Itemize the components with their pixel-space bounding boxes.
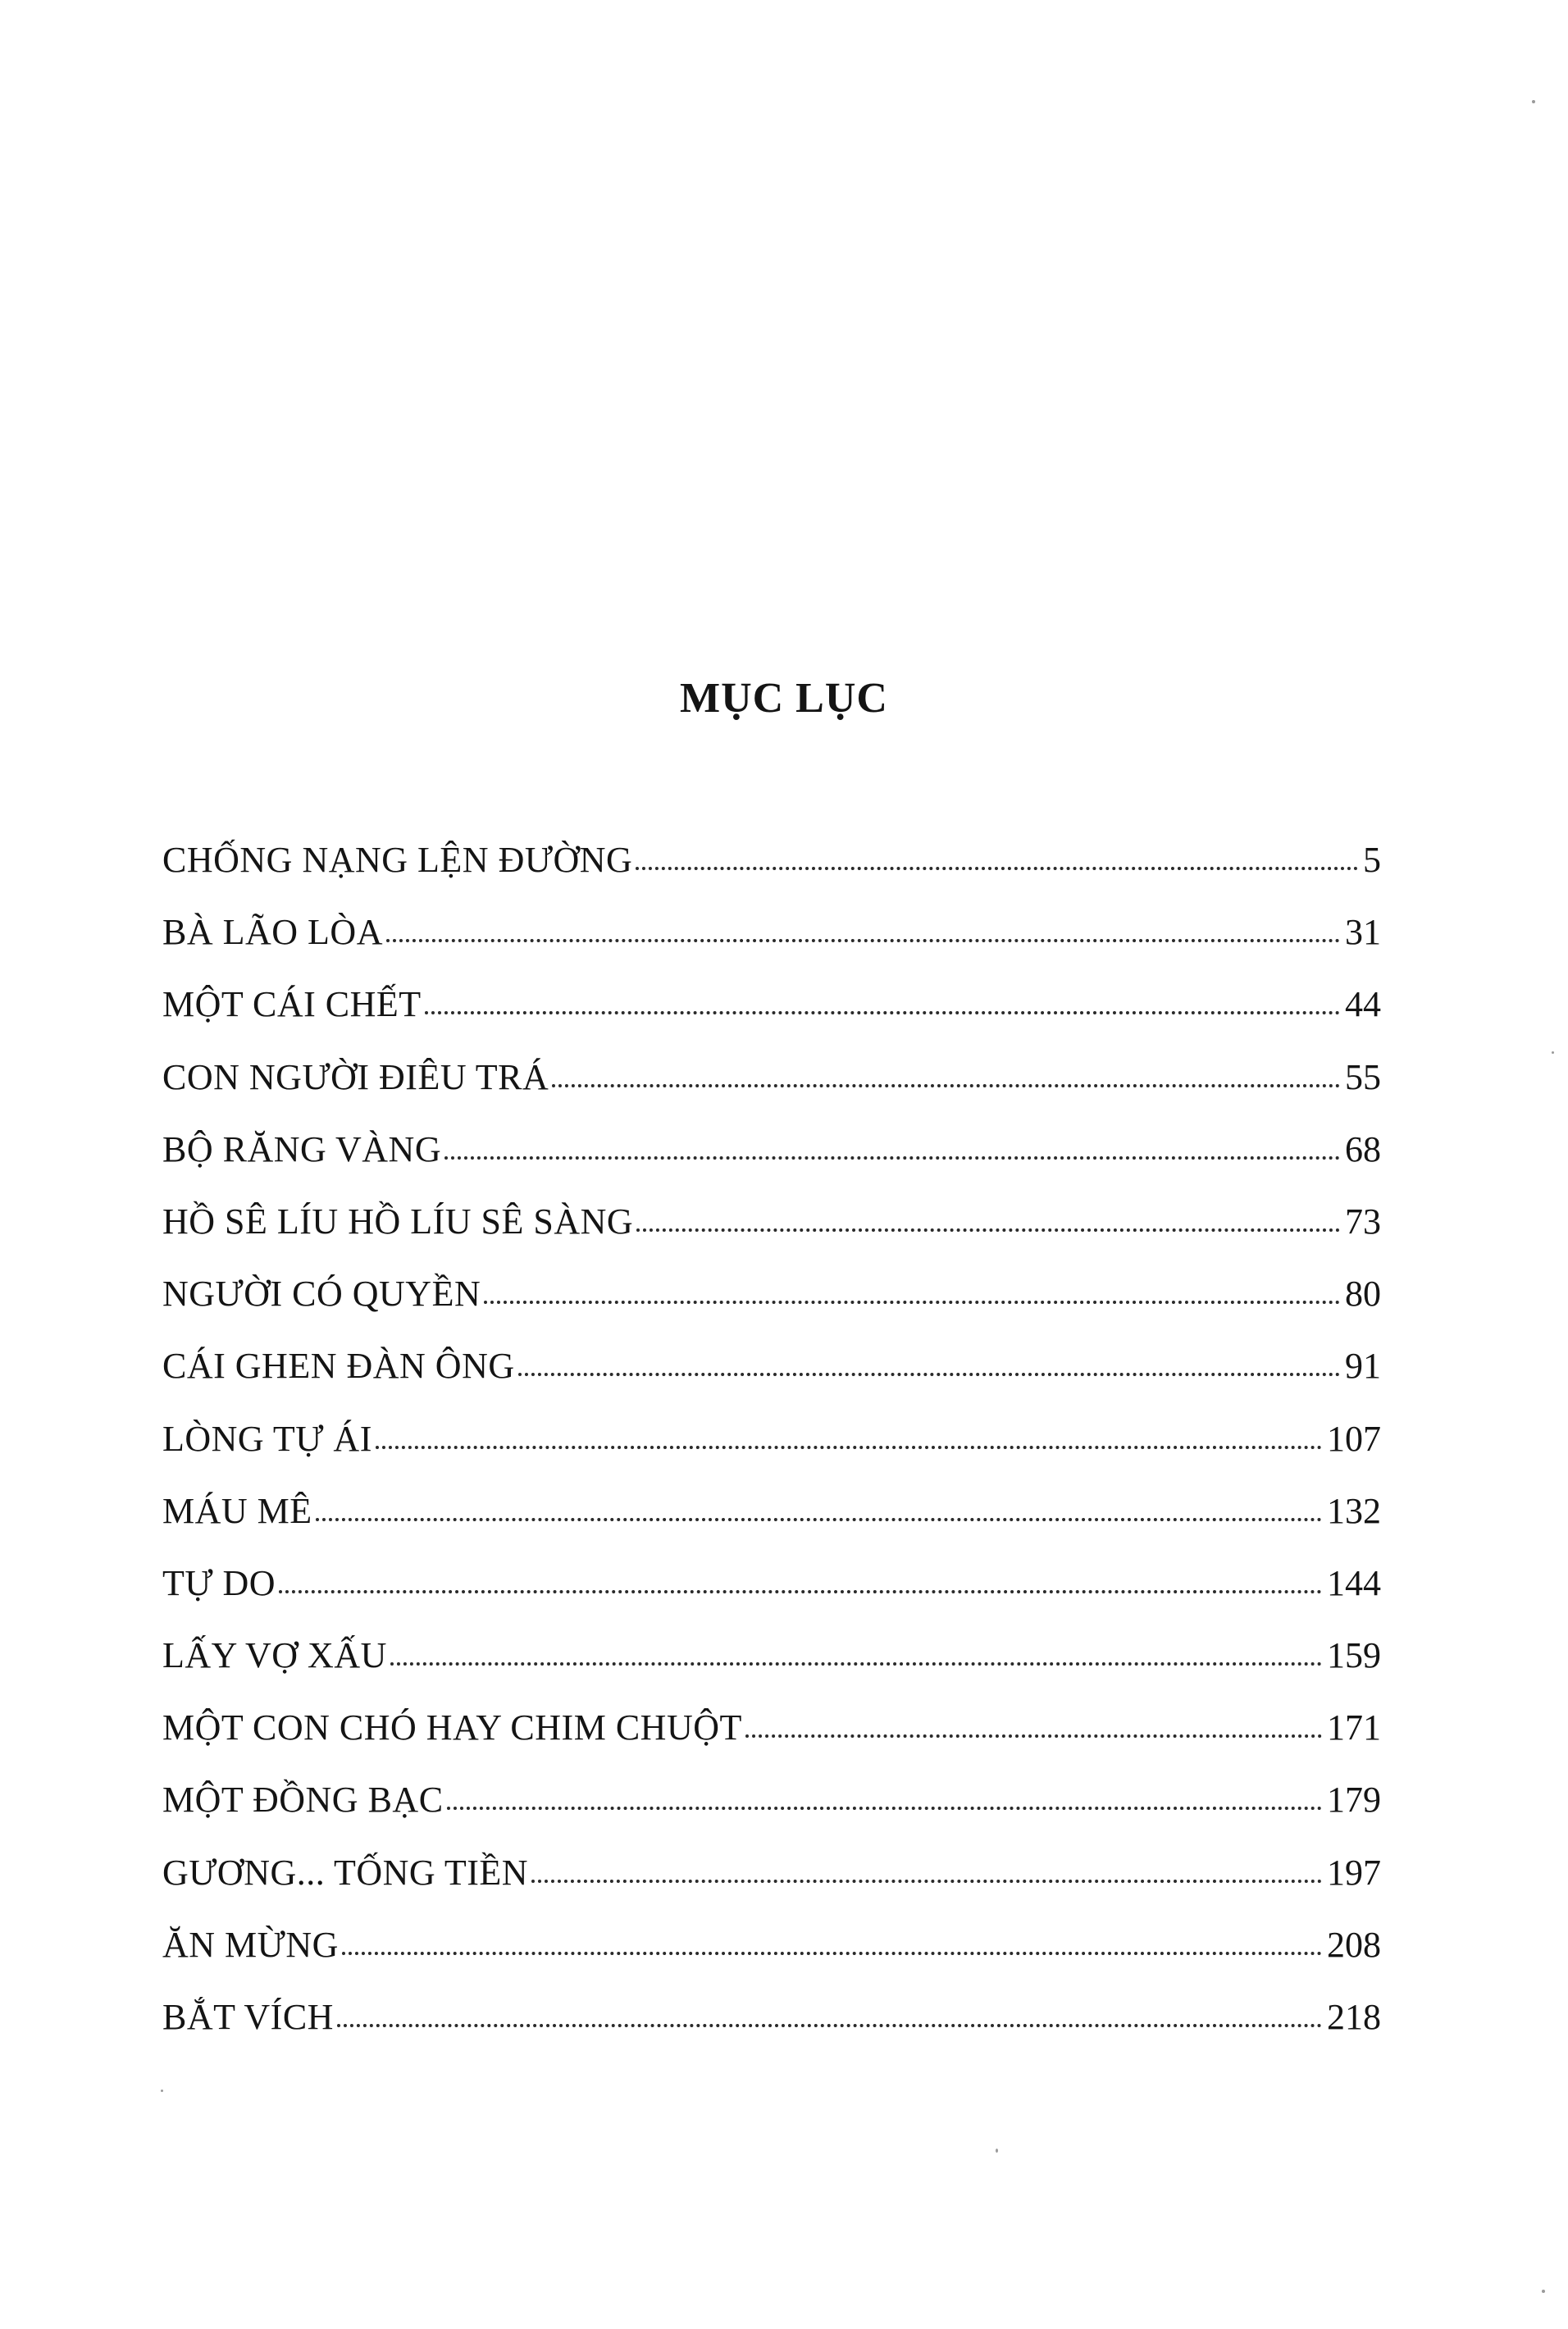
toc-entry-label: BÀ LÃO LÒA: [162, 912, 383, 953]
toc-entry: [162, 1418, 1381, 1490]
page-title: MỤC LỤC: [680, 675, 888, 722]
toc-entry: [162, 1056, 1381, 1128]
toc-entry-page-number: 68: [1345, 1128, 1381, 1169]
toc-dot-leader: [745, 1734, 1322, 1738]
toc-entry: [162, 1852, 1381, 1924]
toc-dot-leader: [636, 866, 1358, 870]
toc-entry-page-number: 171: [1327, 1707, 1381, 1748]
toc-entry-label: LẤY VỢ XẤU: [162, 1635, 387, 1676]
toc-entry-page-number: 80: [1345, 1274, 1381, 1315]
toc-dot-leader: [376, 1445, 1322, 1449]
toc-entry-page-number: 44: [1345, 984, 1381, 1025]
toc-entry-label: CON NGƯỜI ĐIÊU TRÁ: [162, 1056, 549, 1097]
toc-entry-page-number: 73: [1345, 1201, 1381, 1242]
toc-dot-leader: [444, 1155, 1340, 1160]
table-of-contents: [162, 839, 1381, 2068]
toc-entry-label: MỘT CON CHÓ HAY CHIM CHUỘT: [162, 1707, 742, 1748]
toc-dot-leader: [342, 1951, 1322, 1955]
toc-dot-leader: [518, 1372, 1340, 1376]
toc-entry-page-number: 31: [1345, 912, 1381, 953]
toc-entry: [162, 1128, 1381, 1201]
toc-entry-label: CÁI GHEN ĐÀN ÔNG: [162, 1346, 515, 1387]
scan-speck: [1552, 1051, 1554, 1054]
toc-dot-leader: [425, 1010, 1340, 1014]
scan-speck: [1532, 100, 1535, 103]
toc-entry: [162, 1707, 1381, 1779]
toc-entry-label: BỘ RĂNG VÀNG: [162, 1128, 442, 1169]
toc-entry: [162, 983, 1381, 1055]
toc-dot-leader: [484, 1300, 1340, 1304]
toc-entry: [162, 1779, 1381, 1851]
toc-dot-leader: [386, 938, 1340, 942]
toc-entry-page-number: 55: [1345, 1056, 1381, 1097]
toc-entry-page-number: 107: [1327, 1418, 1381, 1459]
toc-entry: [162, 1924, 1381, 1996]
toc-entry-page-number: 91: [1345, 1346, 1381, 1387]
toc-entry: [162, 1490, 1381, 1562]
toc-dot-leader: [531, 1879, 1322, 1883]
toc-entry-label: CHỐNG NẠNG LỆN ĐƯỜNG: [162, 840, 633, 880]
toc-entry: [162, 1345, 1381, 1417]
toc-dot-leader: [337, 2023, 1322, 2027]
toc-entry-label: LÒNG TỰ ÁI: [162, 1418, 372, 1459]
toc-entry: [162, 1996, 1381, 2068]
toc-entry-page-number: 144: [1327, 1562, 1381, 1603]
toc-dot-leader: [552, 1083, 1340, 1087]
toc-entry: [162, 839, 1381, 911]
toc-dot-leader: [279, 1589, 1322, 1593]
toc-dot-leader: [316, 1517, 1322, 1521]
toc-entry-label: HỒ SÊ LÍU HỒ LÍU SÊ SÀNG: [162, 1201, 634, 1242]
toc-entry-page-number: 179: [1327, 1780, 1381, 1821]
toc-entry-label: MÁU MÊ: [162, 1490, 312, 1531]
toc-entry: [162, 1273, 1381, 1345]
toc-entry: [162, 1201, 1381, 1273]
toc-entry-label: ĂN MỪNG: [162, 1924, 339, 1965]
toc-entry-page-number: 208: [1327, 1924, 1381, 1965]
toc-entry-label: GƯƠNG... TỐNG TIỀN: [162, 1852, 529, 1893]
toc-dot-leader: [390, 1661, 1322, 1666]
toc-entry-page-number: 197: [1327, 1852, 1381, 1893]
toc-entry-page-number: 5: [1363, 840, 1381, 880]
scan-speck: [161, 2090, 163, 2092]
toc-entry-page-number: 159: [1327, 1635, 1381, 1676]
toc-entry-page-number: 132: [1327, 1490, 1381, 1531]
toc-entry-page-number: 218: [1327, 1997, 1381, 2037]
toc-entry: [162, 1562, 1381, 1634]
toc-entry-label: NGƯỜI CÓ QUYỀN: [162, 1274, 481, 1315]
toc-entry: [162, 1634, 1381, 1707]
toc-entry-label: MỘT CÁI CHẾT: [162, 984, 422, 1025]
toc-entry-label: TỰ DO: [162, 1562, 276, 1603]
scan-speck: [1542, 2290, 1545, 2293]
toc-entry-label: MỘT ĐỒNG BẠC: [162, 1780, 444, 1821]
scan-speck: [996, 2149, 998, 2153]
toc-dot-leader: [447, 1806, 1322, 1810]
toc-entry-label: BẮT VÍCH: [162, 1997, 334, 2037]
toc-dot-leader: [636, 1228, 1340, 1232]
toc-entry: [162, 911, 1381, 983]
